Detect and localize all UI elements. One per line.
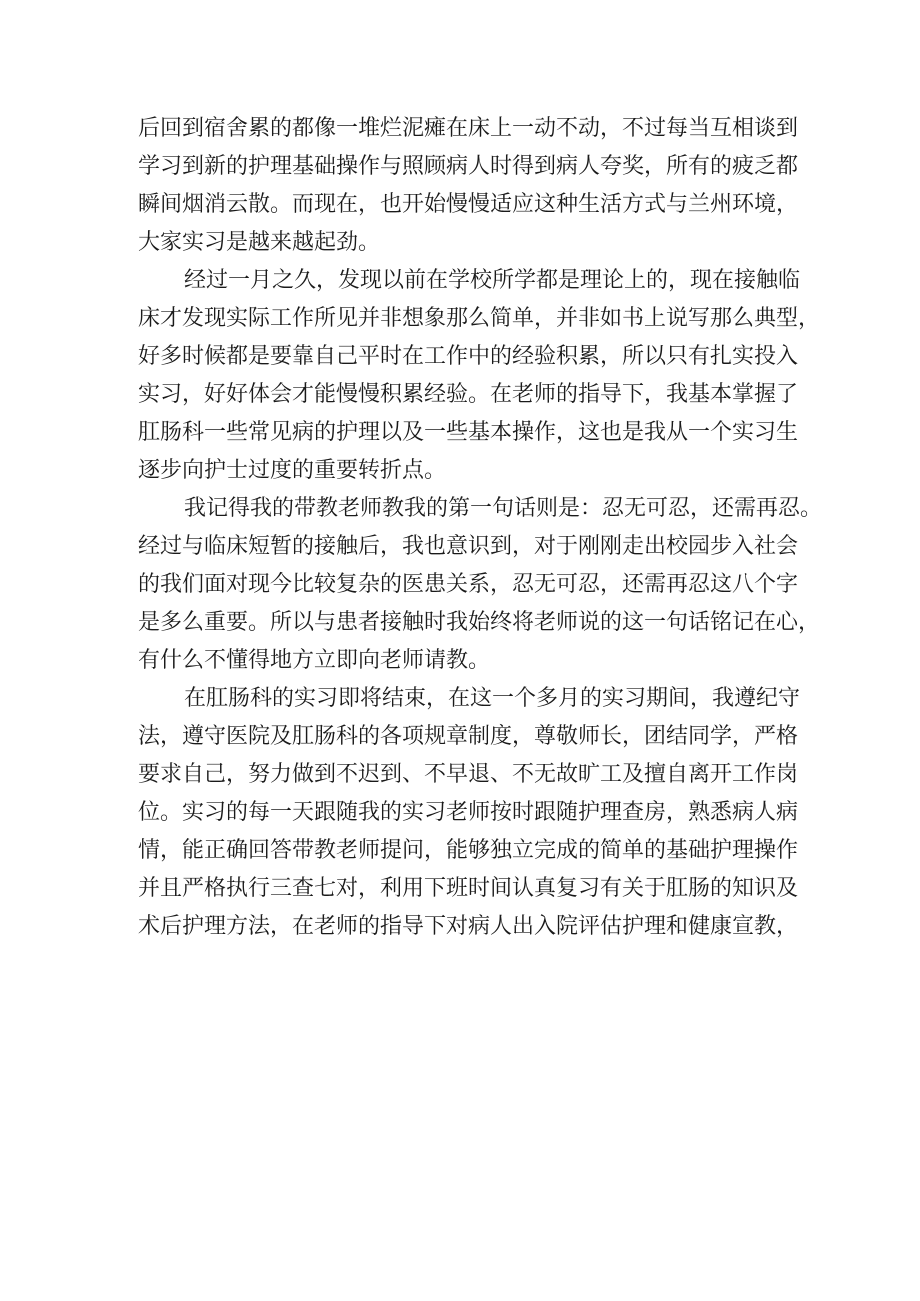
body-text: [138, 110, 823, 946]
text-line: 情，能正确回答带教老师提问，能够独立完成的简单的基础护理操作: [138, 838, 799, 863]
text-line: 大家实习是越来越起劲。: [138, 230, 381, 255]
text-line: 位。实习的每一天跟随我的实习老师按时跟随护理查房，熟悉病人病: [138, 800, 799, 825]
text-line: 我记得我的带教老师教我的第一句话则是：忍无可忍，还需再忍。: [184, 496, 823, 521]
text-line: 学习到新的护理基础操作与照顾病人时得到病人夸奖，所有的疲乏都: [138, 154, 799, 179]
text-line: 实习，好好体会才能慢慢积累经验。在老师的指导下，我基本掌握了: [138, 382, 799, 407]
text-line: 好多时候都是要靠自己平时在工作中的经验积累，所以只有扎实投入: [138, 344, 799, 369]
text-line: 有什么不懂得地方立即向老师请教。: [138, 648, 491, 673]
text-line: 在肛肠科的实习即将结束，在这一个多月的实习期间，我遵纪守: [184, 686, 801, 711]
text-line: 经过与临床短暂的接触后，我也意识到，对于刚刚走出校园步入社会: [138, 534, 799, 559]
text-line: 术后护理方法，在老师的指导下对病人出入院评估护理和健康宣教，: [138, 914, 799, 939]
text-line: 是多么重要。所以与患者接触时我始终将老师说的这一句话铭记在心，: [138, 610, 821, 635]
text-line: 逐步向护士过度的重要转折点。: [138, 458, 447, 483]
text-line: 后回到宿舍累的都像一堆烂泥瘫在床上一动不动，不过每当互相谈到: [138, 116, 799, 141]
text-line: 的我们面对现今比较复杂的医患关系，忍无可忍，还需再忍这八个字: [138, 572, 799, 597]
text-line: 肛肠科一些常见病的护理以及一些基本操作，这也是我从一个实习生: [138, 420, 799, 445]
text-line: 要求自己，努力做到不迟到、不早退、不无故旷工及擅自离开工作岗: [138, 762, 799, 787]
text-line: 法，遵守医院及肛肠科的各项规章制度，尊敬师长，团结同学，严格: [138, 724, 799, 749]
text-line: 瞬间烟消云散。而现在，也开始慢慢适应这种生活方式与兰州环境，: [138, 192, 799, 217]
text-line: 床才发现实际工作所见并非想象那么简单，并非如书上说写那么典型，: [138, 306, 821, 331]
text-line: 经过一月之久，发现以前在学校所学都是理论上的，现在接触临: [184, 268, 801, 293]
text-line: 并且严格执行三查七对，利用下班时间认真复习有关于肛肠的知识及: [138, 876, 799, 901]
